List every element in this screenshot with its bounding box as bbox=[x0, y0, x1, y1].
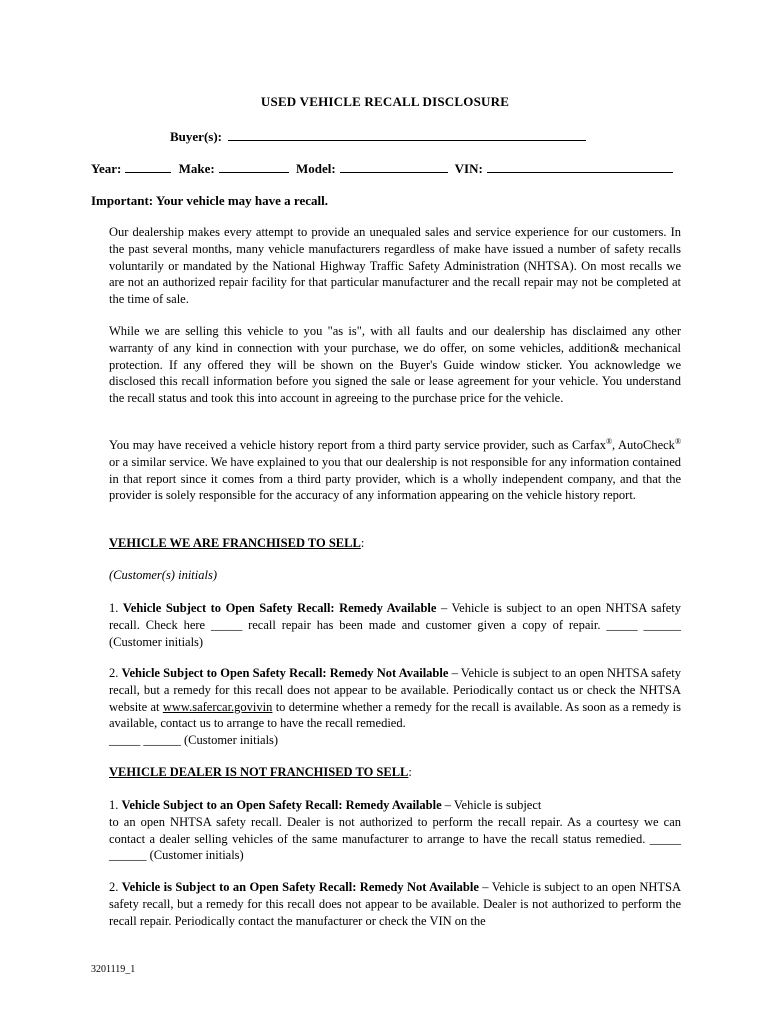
item-body-continued: to determine whether a remedy for the recall is available. As soon as a remedy is available, contact us to arrange to have the recall remedied. bbox=[109, 699, 681, 731]
not-franchised-heading-text: VEHICLE DEALER IS NOT FRANCHISED TO SELL bbox=[109, 765, 409, 779]
autocheck-text: AutoCheck bbox=[618, 438, 675, 452]
item-title: Vehicle Subject to an Open Safety Recall: Remedy Available bbox=[121, 798, 442, 812]
item-number: 1. bbox=[109, 798, 119, 812]
buyers-field bbox=[170, 127, 586, 145]
item-body-continued: to an open NHTSA safety recall. Dealer is not authorized to perform the recall repair. As a courtesy we can contact a dealer selling vehicles of the same manufacturer to arrange to have the recall status remedied. _____ ______ (Customer initials) bbox=[109, 814, 681, 863]
vin-label: VIN: bbox=[454, 161, 483, 176]
buyers-label: Buyer(s): bbox=[170, 129, 222, 144]
year-label: Year: bbox=[91, 161, 122, 176]
customer-initials-line: _____ ______ (Customer initials) bbox=[109, 733, 279, 748]
item-number: 2. bbox=[109, 666, 119, 680]
carfax-text: You may have received a vehicle history report from a third party service provider, such as Carfax bbox=[109, 438, 606, 452]
heading-colon: : bbox=[360, 536, 365, 550]
franchised-item-1 bbox=[109, 600, 681, 650]
item-number: 1. bbox=[109, 601, 119, 615]
paragraph-text: Our dealership makes every attempt to provide an unequaled sales and service experience for our customers. In the past several months, many vehicle manufacturers regardless of make have issued a number of safety recalls voluntarily or mandated by the National Highway Traffic Safety Administration (NHTSA). On most recalls we are not an authorized repair facility for that particular manufacturer and the recall repair may not be completed at the time of sale. bbox=[109, 225, 681, 307]
model-blank-line[interactable] bbox=[340, 160, 448, 173]
important-notice: Important: Your vehicle may have a recall. bbox=[91, 193, 328, 208]
buyers-blank-line[interactable] bbox=[228, 127, 586, 141]
franchised-item-2 bbox=[109, 665, 681, 749]
paragraph-text bbox=[109, 437, 681, 504]
item-number: 2. bbox=[109, 880, 119, 894]
not-franchised-item-2 bbox=[109, 879, 681, 929]
not-franchised-item-1 bbox=[109, 797, 681, 864]
item-body: – Vehicle is subject to an open NHTSA safety recall, but a remedy for this recall does not appear to be available. Dealer is not authorized to perform the recall repair. Periodically contact the manufacturer or check the VIN on the bbox=[109, 880, 681, 928]
customer-initials-note: (Customer(s) initials) bbox=[109, 568, 217, 582]
franchised-heading bbox=[109, 536, 364, 551]
make-blank-line[interactable] bbox=[219, 160, 289, 173]
document-title: USED VEHICLE RECALL DISCLOSURE bbox=[260, 94, 510, 109]
heading-colon: : bbox=[408, 765, 412, 779]
paragraph-as-is bbox=[109, 323, 681, 407]
document-footer-id: 3201119_1 bbox=[91, 964, 136, 975]
item-body: – Vehicle is subject to an open NHTSA safety recall. Check here _____ recall repair has been made and customer given a copy of repair. _____ ______ (Customer initials) bbox=[109, 601, 682, 649]
year-blank-line[interactable] bbox=[125, 160, 171, 173]
make-label: Make: bbox=[178, 161, 215, 176]
paragraph-history-report bbox=[109, 437, 681, 504]
vehicle-info-row bbox=[91, 160, 677, 177]
history-report-text: or a similar service. We have explained to you that our dealership is not responsible for any information contained in that report since it comes from a third party provider, which is a wholly independent company, and that the provider is solely responsible for the accuracy of any information appearing on the vehicle history report. bbox=[109, 454, 681, 503]
vin-blank-line[interactable] bbox=[487, 160, 673, 173]
not-franchised-heading bbox=[109, 765, 412, 780]
item-title: Vehicle Subject to Open Safety Recall: Remedy Not Available bbox=[121, 666, 449, 680]
item-body: – Vehicle is subject to an open NHTSA safety recall, but a remedy for this recall does not appear to be available. Periodically contact us or check the NHTSA website at bbox=[109, 666, 681, 714]
item-title: Vehicle is Subject to an Open Safety Recall: Remedy Not Available bbox=[121, 880, 479, 894]
franchised-heading-text: VEHICLE WE ARE FRANCHISED TO SELL bbox=[109, 536, 361, 550]
paragraph-text: While we are selling this vehicle to you "as is", with all faults and our dealership has disclaimed any other warranty of any kind in connection with your purchase, we do offer, on some vehicles, addition& mechanical protection. If any offered they will be shown on the Buyer's Guide window sticker. You acknowledge we disclosed this recall information before you signed the sale or lease agreement for your vehicle. You understand the recall status and took this into account in agreeing to the purchase price for the vehicle. bbox=[109, 324, 681, 406]
item-body: – Vehicle is subject bbox=[441, 798, 542, 812]
comma-text: , bbox=[612, 438, 616, 452]
paragraph-dealership bbox=[109, 224, 681, 308]
registered-mark: ® bbox=[605, 436, 613, 446]
nhtsa-website-link[interactable]: www.safercar.govivin bbox=[162, 699, 273, 714]
item-title: Vehicle Subject to Open Safety Recall: Remedy Available bbox=[122, 601, 437, 615]
registered-mark: ® bbox=[674, 436, 682, 446]
model-label: Model: bbox=[295, 161, 336, 176]
